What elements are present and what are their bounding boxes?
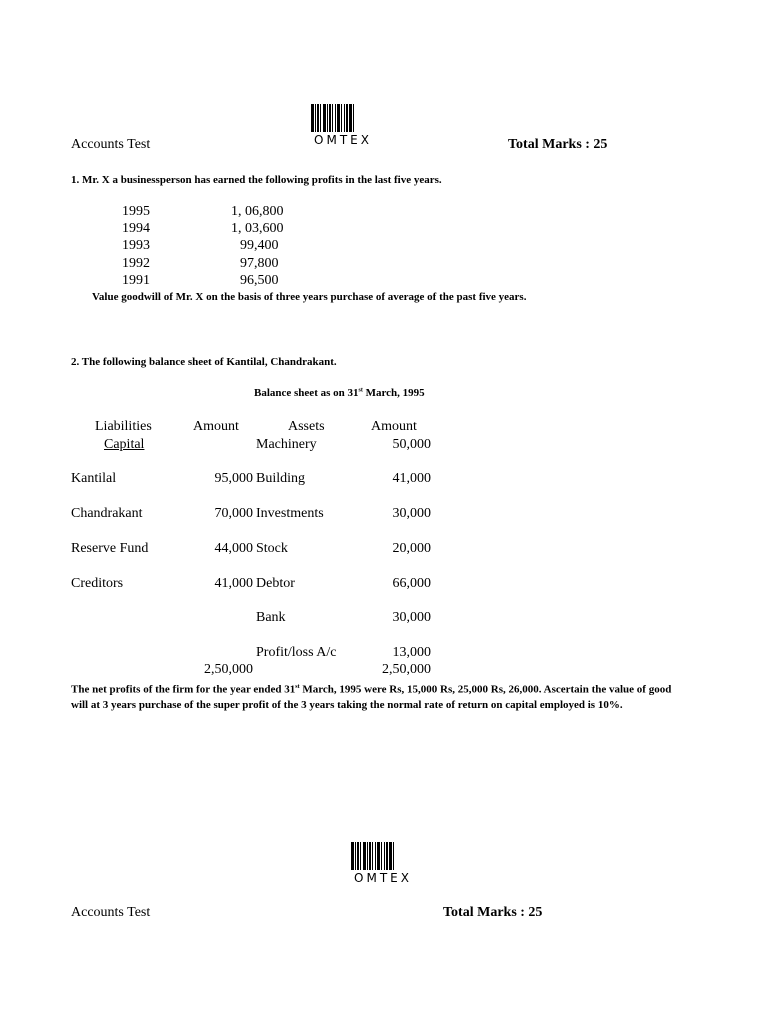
asset-name: Building [256, 471, 306, 486]
asset-amount: 30,000 [392, 506, 431, 521]
asset-name: Machinery [256, 437, 317, 452]
header-assets: Assets [288, 419, 325, 434]
asset-amount: 66,000 [392, 576, 431, 591]
profit-amount: 1, 06,800 [231, 204, 284, 219]
liability-name: Chandrakant [71, 506, 143, 521]
omtex-logo [348, 842, 418, 885]
total-assets: 2,50,000 [382, 662, 431, 677]
capital-label: Capital [104, 437, 145, 452]
profit-amount: 96,500 [240, 273, 279, 288]
asset-amount: 30,000 [392, 610, 431, 625]
balance-sheet-title: Balance sheet as on 31st March, 1995 [254, 387, 425, 399]
asset-name: Stock [256, 541, 288, 556]
q1-question: 1. Mr. X a businessperson has earned the following profits in the last five years. [71, 174, 442, 186]
asset-name: Bank [256, 610, 286, 625]
q2-paragraph: The net profits of the firm for the year ended 31st March, 1995 were Rs, 15,000 Rs, 25,000 Rs, 26,000. Ascertain the value of good will at 3 years purchase of the super profit of the 3 years taking the normal rate of return on capital employed is 10%. [71, 683, 672, 711]
total-liabilities: 2,50,000 [204, 662, 253, 677]
liability-amount: 44,000 [214, 541, 253, 556]
header-amount: Amount [371, 419, 417, 434]
profit-amount: 1, 03,600 [231, 221, 284, 236]
logo-text: OMTEX [354, 871, 412, 885]
liability-amount: 70,000 [214, 506, 253, 521]
page-title: Accounts Test [71, 137, 151, 152]
liability-name: Creditors [71, 576, 124, 591]
asset-name: Profit/loss A/c [256, 645, 337, 660]
footer-title: Accounts Test [71, 905, 151, 920]
liability-name: Kantilal [71, 471, 117, 486]
omtex-logo [308, 104, 378, 147]
q2-question: 2. The following balance sheet of Kantilal, Chandrakant. [71, 356, 337, 368]
asset-amount: 20,000 [392, 541, 431, 556]
profit-year: 1992 [122, 256, 150, 271]
profit-year: 1995 [122, 204, 150, 219]
total-marks: Total Marks : 25 [508, 137, 608, 152]
liability-name: Reserve Fund [71, 541, 149, 556]
asset-name: Debtor [256, 576, 295, 591]
asset-amount: 50,000 [392, 437, 431, 452]
profit-year: 1993 [122, 238, 150, 253]
header-liabilities: Liabilities [95, 419, 152, 434]
q1-instruction: Value goodwill of Mr. X on the basis of three years purchase of average of the past five years. [92, 291, 527, 303]
profit-amount: 97,800 [240, 256, 279, 271]
barcode-icon [309, 104, 377, 132]
liability-amount: 95,000 [214, 471, 253, 486]
asset-name: Investments [256, 506, 324, 521]
profit-year: 1994 [122, 221, 150, 236]
liability-amount: 41,000 [214, 576, 253, 591]
asset-amount: 41,000 [392, 471, 431, 486]
footer-total-marks: Total Marks : 25 [443, 905, 543, 920]
profit-amount: 99,400 [240, 238, 279, 253]
asset-amount: 13,000 [392, 645, 431, 660]
barcode-icon [349, 842, 417, 870]
logo-text: OMTEX [314, 133, 372, 147]
profit-year: 1991 [122, 273, 150, 288]
header-amount: Amount [193, 419, 239, 434]
